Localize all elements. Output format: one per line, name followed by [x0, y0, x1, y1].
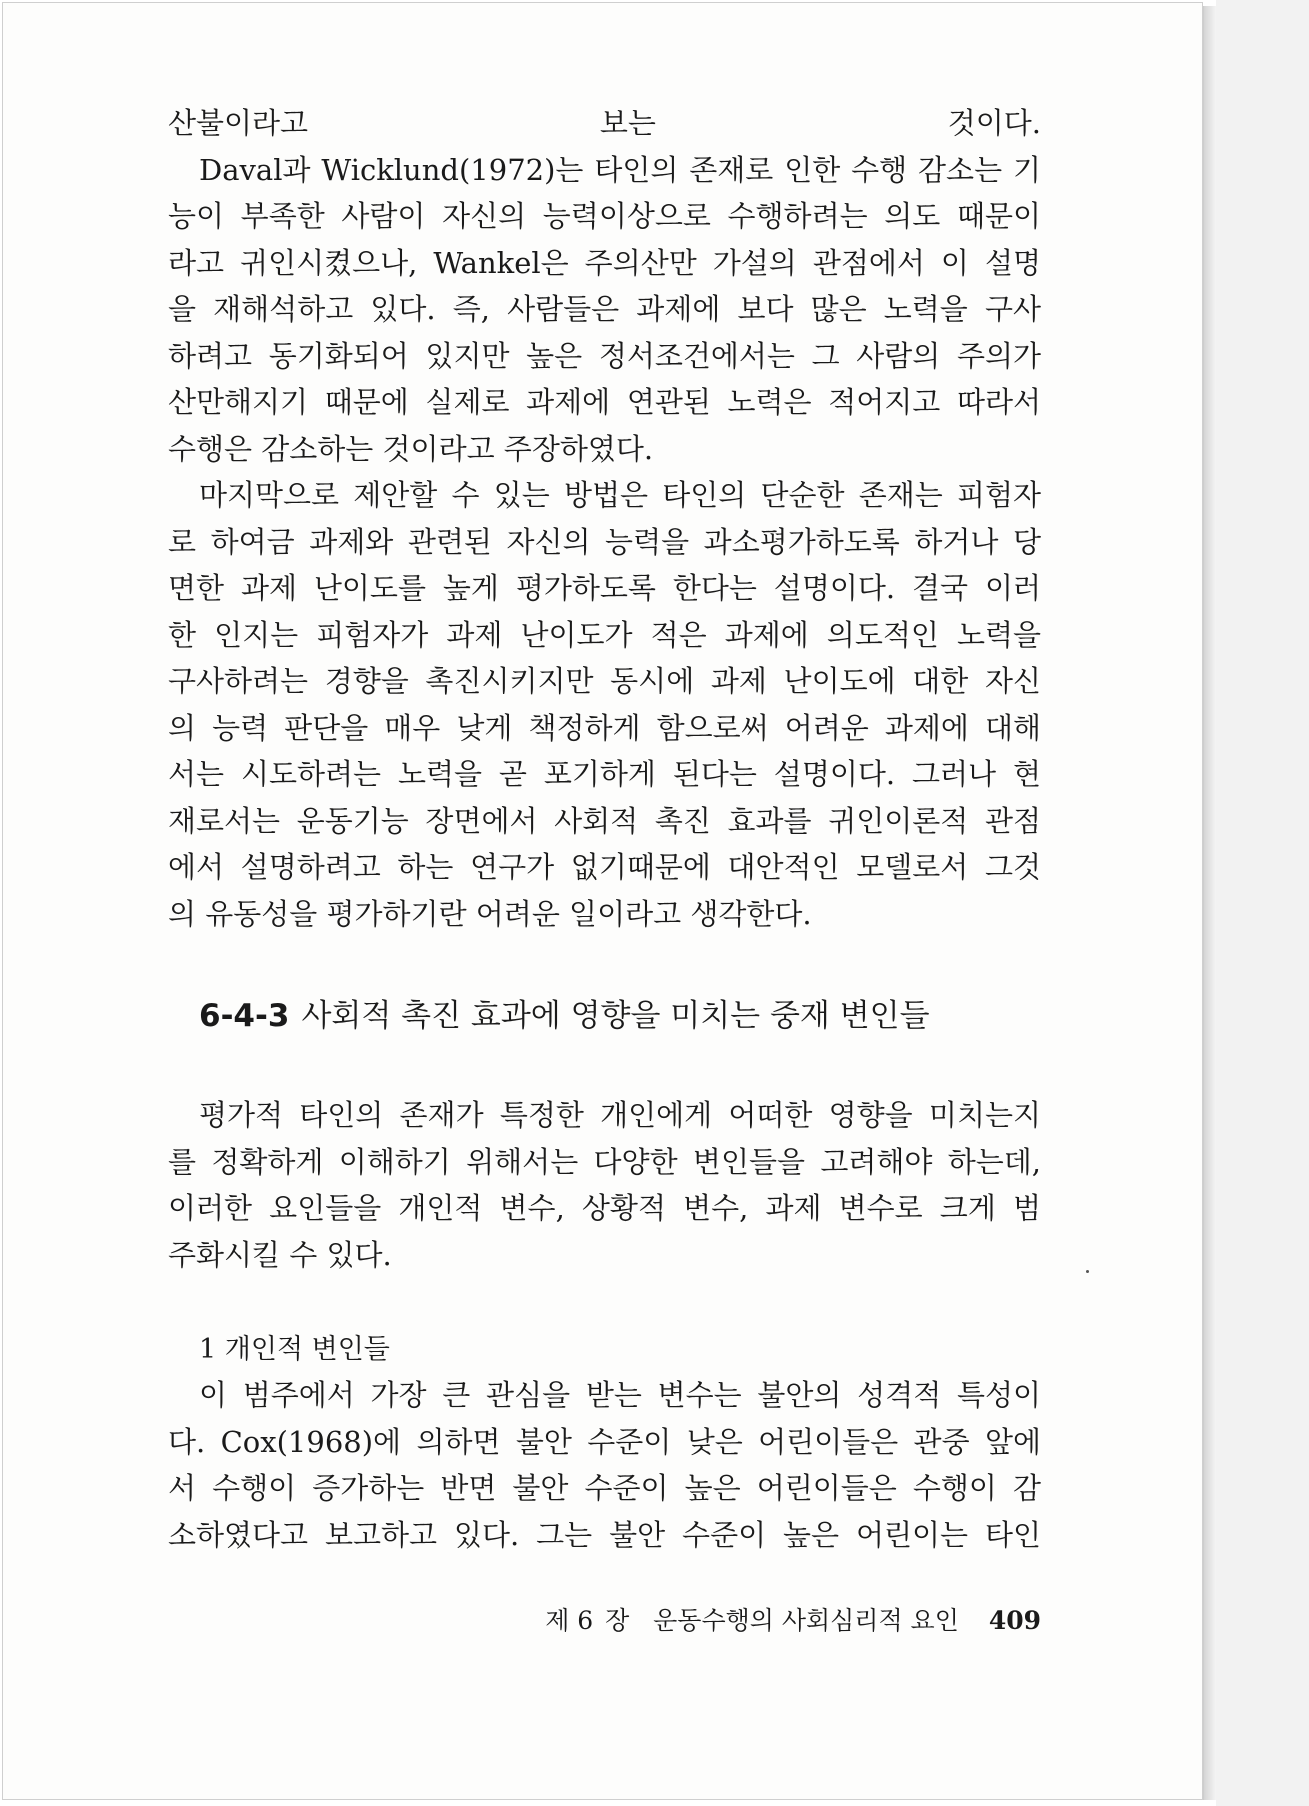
text-line: 구사하려는 경향을 촉진시키지만 동시에 과제 난이도에 대한 자신	[168, 664, 1041, 698]
chapter-title: 운동수행의 사회심리적 요인	[653, 1606, 959, 1635]
text-line: Daval과 Wicklund(1972)는 타인의 존재로 인한 수행 감소는 기	[199, 152, 1041, 187]
text-line: 수행은 감소하는 것이라고 주장하였다.	[168, 431, 654, 466]
chapter-suffix: 장	[605, 1606, 630, 1635]
text-line: 산불이라고 보는 것이다.	[168, 106, 1041, 140]
text-line: 을 재해석하고 있다. 즉, 사람들은 과제에 보다 많은 노력을 구사	[168, 292, 1041, 326]
body-text-block-3	[168, 1372, 1041, 1558]
text-line: 하려고 동기화되어 있지만 높은 정서조건에서는 그 사람의 주의가	[168, 338, 1041, 373]
text-line: 면한 과제 난이도를 높게 평가하도록 한다는 설명이다. 결국 이러	[168, 571, 1041, 605]
text-line: 서는 시도하려는 노력을 곧 포기하게 된다는 설명이다. 그러나 현	[168, 757, 1041, 791]
scan-speck	[1086, 1270, 1089, 1273]
subsection-title: 개인적 변인들	[224, 1334, 390, 1365]
text-line: 마지막으로 제안할 수 있는 방법은 타인의 단순한 존재는 피험자	[199, 478, 1041, 512]
section-title: 사회적 촉진 효과에 영향을 미치는 중재 변인들	[301, 998, 930, 1034]
subsection-heading	[199, 1328, 390, 1372]
subsection-number: 1	[199, 1334, 217, 1365]
text-line: 재로서는 운동기능 장면에서 사회적 촉진 효과를 귀인이론적 관점	[168, 803, 1041, 838]
text-line: 이러한 요인들을 개인적 변수, 상황적 변수, 과제 변수로 크게 범	[168, 1191, 1041, 1225]
body-text-block-1	[168, 100, 1041, 937]
section-heading	[199, 990, 930, 1035]
text-line: 를 정확하게 이해하기 위해서는 다양한 변인들을 고려해야 하는데,	[168, 1144, 1041, 1179]
text-line: 주화시킬 수 있다.	[168, 1237, 392, 1272]
text-line: 이 범주에서 가장 큰 관심을 받는 변수는 불안의 성격적 특성이	[199, 1378, 1041, 1412]
chapter-prefix: 제	[545, 1606, 570, 1635]
text-line: 소하였다고 보고하고 있다. 그는 불안 수준이 높은 어린이는 타인	[168, 1517, 1041, 1552]
text-line: 능이 부족한 사람이 자신의 능력이상으로 수행하려는 의도 때문이	[168, 199, 1041, 233]
text-line: 서 수행이 증가하는 반면 불안 수준이 높은 어린이들은 수행이 감	[168, 1471, 1041, 1505]
running-footer	[540, 1601, 1041, 1637]
text-line: 의 유동성을 평가하기란 어려운 일이라고 생각한다.	[168, 896, 812, 931]
text-line: 로 하여금 과제와 관련된 자신의 능력을 과소평가하도록 하거나 당	[168, 524, 1041, 559]
text-line: 평가적 타인의 존재가 특정한 개인에게 어떠한 영향을 미치는지	[199, 1098, 1041, 1132]
viewer-background	[1216, 0, 1309, 1806]
chapter-number: 6	[577, 1606, 594, 1635]
text-line: 다. Cox(1968)에 의하면 불안 수준이 낮은 어린이들은 관중 앞에	[168, 1424, 1041, 1459]
text-line: 한 인지는 피험자가 과제 난이도가 적은 과제에 의도적인 노력을	[168, 617, 1041, 652]
text-line: 산만해지기 때문에 실제로 과제에 연관된 노력은 적어지고 따라서	[168, 385, 1041, 419]
page-number: 409	[988, 1606, 1041, 1635]
text-line: 라고 귀인시켰으나, Wankel은 주의산만 가설의 관점에서 이 설명	[168, 245, 1041, 280]
text-line: 의 능력 판단을 매우 낮게 책정하게 함으로써 어려운 과제에 대해	[168, 710, 1041, 745]
section-number: 6-4-3	[199, 998, 290, 1034]
body-text-block-2	[168, 1092, 1041, 1278]
text-line: 에서 설명하려고 하는 연구가 없기때문에 대안적인 모델로서 그것	[168, 850, 1041, 884]
